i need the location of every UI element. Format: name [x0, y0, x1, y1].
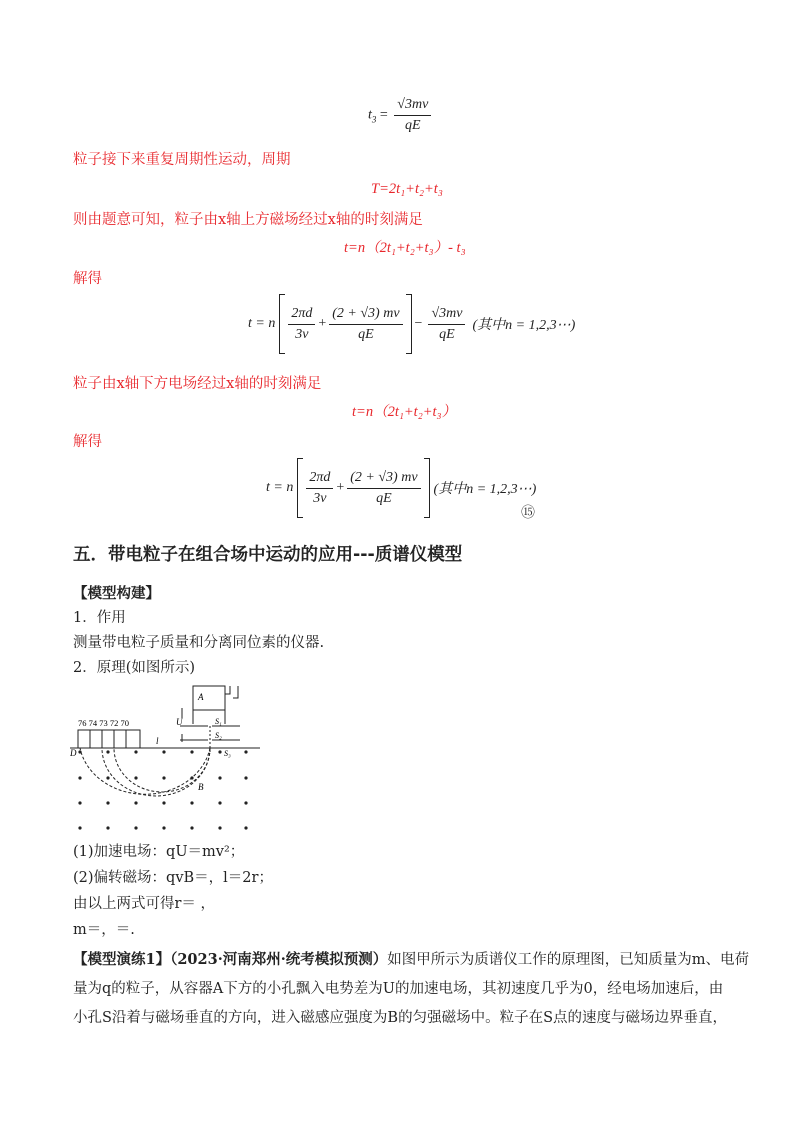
item-1-text: 测量带电粒子质量和分离同位素的仪器. — [73, 635, 325, 651]
label-s2: S₂ — [215, 731, 222, 740]
practice-source: （2023·河南郑州·统考模拟预测） — [170, 951, 388, 968]
mass-spectrometer-diagram — [70, 684, 260, 834]
bracket-right — [406, 294, 412, 354]
text-period: 粒子接下来重复周期性运动，周期 — [73, 152, 291, 168]
text-jiede-1: 解得 — [73, 271, 102, 287]
eq-t-above: t=n（2t₁+t₂+t₃）- t₃ — [344, 240, 466, 256]
formula-1: (1)加速电场：qU＝mv²； — [73, 844, 245, 860]
model-build-label: 【模型构建】 — [73, 585, 160, 602]
practice-paragraph: 【模型演练1】（2023·河南郑州·统考模拟预测）如图甲所示为质谱仪工作的原理图，已知质量为m、电荷 量为q的粒子，从容器A下方的小孔飘入电势差为U的加速电场，其初速度几乎为0，经电场加速后，由 小孔S沿着与磁场垂直的方向，进入磁感应强度为B的匀强磁场中。粒子在S点的速度与磁场边界垂直， — [73, 951, 750, 1026]
label-l: l — [156, 736, 159, 746]
formula-4: m＝，＝. — [73, 922, 135, 938]
label-s3: S₃ — [224, 749, 231, 758]
formula-2: (2)偏转磁场：qvB＝，l＝2r； — [73, 870, 273, 886]
eq-result-2: t = n $\frac{2\pi d}{3v}$ + $\frac{(2 + √3) mv}{qE}$ (其中n = 1,2,3⋯) — [266, 458, 536, 518]
eq-t3-fraction: $\frac{√3mv}{qE}$ — [394, 96, 431, 135]
eq-period-T: T=2t₁+t₂+t₃ — [371, 181, 443, 197]
label-u: U — [176, 717, 183, 727]
text-jiede-2: 解得 — [73, 434, 102, 450]
section-title: 五．带电粒子在组合场中运动的应用---质谱仪模型 — [73, 545, 463, 565]
item-1: 1．作用 — [73, 610, 126, 626]
label-s1: S₁ — [215, 717, 222, 726]
label-d: D — [70, 748, 77, 758]
mass-labels: 76 74 73 72 70 — [78, 718, 129, 728]
equation-number: ⑮ — [521, 505, 535, 521]
trajectory — [80, 748, 210, 794]
item-2: 2．原理(如图所示) — [73, 660, 196, 676]
bracket-left — [279, 294, 285, 354]
eq-t3: $t_3$ = $\frac{√3mv}{qE}$ — [368, 96, 434, 135]
magnetic-field-dots — [78, 750, 247, 829]
eq-t-below: t=n（2t₁+t₂+t₃） — [352, 404, 457, 420]
practice-label: 【模型演练1】 — [73, 951, 171, 968]
formula-3: 由以上两式可得r＝ ， — [73, 896, 216, 912]
eq-result-1: t = n $\frac{2\pi d}{3v}$ + $\frac{(2 + √3) mv}{qE}$ − $\frac{√3mv}{qE}$ (其中n = 1,2,3⋯) — [248, 294, 575, 354]
text-below-condition: 粒子由x轴下方电场经过x轴的时刻满足 — [73, 376, 322, 392]
label-b: B — [198, 782, 204, 792]
text-above-condition: 则由题意可知，粒子由x轴上方磁场经过x轴的时刻满足 — [73, 212, 423, 228]
label-a: A — [198, 692, 204, 702]
